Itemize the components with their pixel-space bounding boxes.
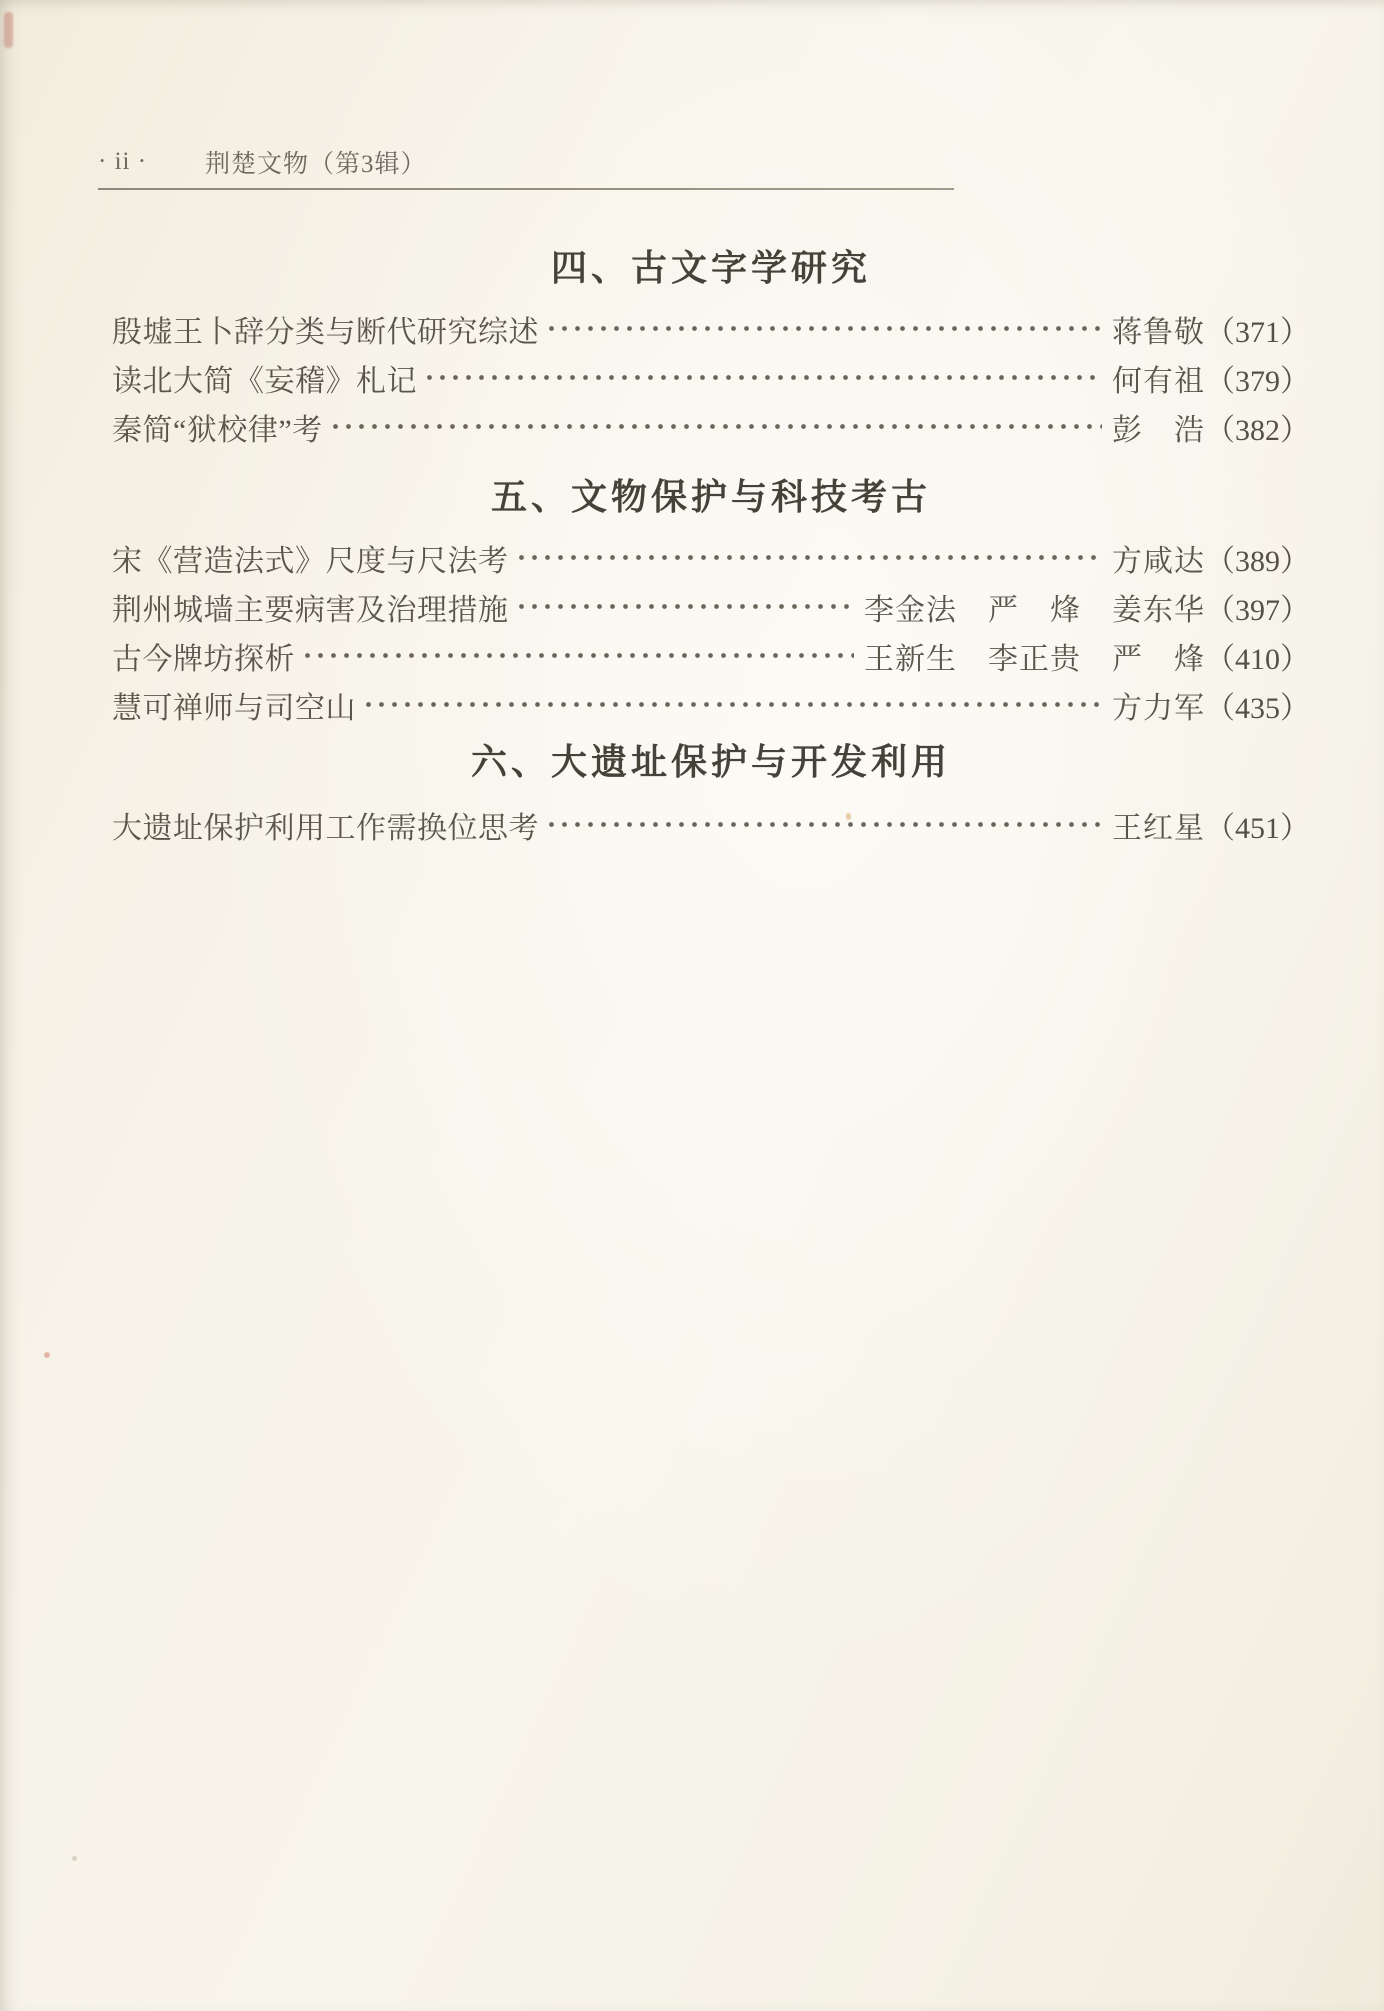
entry-title: 荆州城墙主要病害及治理措施 xyxy=(112,593,509,627)
entry-ref xyxy=(1112,536,1310,580)
entry-authors: 何有祖 xyxy=(1112,364,1205,398)
section-heading-6: 六、大遗址保护与开发利用 xyxy=(470,741,951,782)
toc-section-4 xyxy=(112,304,1310,451)
entry-page: （410） xyxy=(1205,642,1310,676)
entry-title: 慧可禅师与司空山 xyxy=(112,691,356,725)
entry-page: （371） xyxy=(1205,315,1310,349)
entry-ref xyxy=(864,634,1310,678)
page-content xyxy=(98,0,1310,849)
entry-authors: 王红星 xyxy=(1112,811,1205,845)
entry-authors: 蒋鲁敬 xyxy=(1112,315,1205,349)
entry-title: 古今牌坊探析 xyxy=(112,642,295,676)
dot-leader xyxy=(329,402,1102,451)
entry-page: （397） xyxy=(1205,593,1310,627)
entry-page: （435） xyxy=(1205,691,1310,725)
entry-page: （379） xyxy=(1205,364,1310,398)
dot-leader xyxy=(301,631,854,680)
entry-page: （389） xyxy=(1205,544,1310,578)
dot-leader xyxy=(545,800,1102,849)
toc-entry xyxy=(112,402,1310,451)
toc-section-5 xyxy=(112,533,1310,729)
running-title: 荆楚文物（第3辑） xyxy=(205,151,427,178)
dot-leader xyxy=(362,680,1102,729)
toc-entry xyxy=(112,533,1310,582)
scan-speck xyxy=(72,1856,77,1861)
toc-entry xyxy=(112,680,1310,729)
entry-title: 秦简“狱校律”考 xyxy=(112,413,323,447)
scan-speck xyxy=(4,12,13,48)
toc-entry xyxy=(112,800,1310,849)
entry-ref xyxy=(1112,307,1310,351)
entry-title: 读北大简《妄稽》札记 xyxy=(112,364,417,398)
entry-title: 殷墟王卜辞分类与断代研究综述 xyxy=(112,315,539,349)
entry-authors: 彭 浩 xyxy=(1112,413,1205,447)
page-number: · ii · xyxy=(98,148,148,175)
entry-ref xyxy=(1112,405,1310,449)
entry-authors: 李金法 严 烽 姜东华 xyxy=(864,593,1205,627)
dot-leader xyxy=(545,304,1102,353)
toc-section-6 xyxy=(112,800,1310,849)
entry-ref xyxy=(864,585,1310,629)
toc-entry xyxy=(112,353,1310,402)
dot-leader xyxy=(515,533,1103,582)
entry-ref xyxy=(1112,356,1310,400)
section-heading-4: 四、古文字学研究 xyxy=(550,247,871,288)
entry-ref xyxy=(1112,803,1310,847)
dot-leader xyxy=(423,353,1102,402)
entry-ref xyxy=(1112,683,1310,727)
toc-entry xyxy=(112,582,1310,631)
entry-title: 大遗址保护利用工作需换位思考 xyxy=(112,811,539,845)
running-head xyxy=(98,146,1310,178)
toc-entry xyxy=(112,304,1310,353)
entry-authors: 方咸达 xyxy=(1112,544,1205,578)
entry-authors: 王新生 李正贵 严 烽 xyxy=(864,642,1205,676)
header-rule xyxy=(98,188,954,190)
entry-authors: 方力军 xyxy=(1112,691,1205,725)
scan-speck xyxy=(44,1352,50,1358)
section-heading-5: 五、文物保护与科技考古 xyxy=(490,476,931,517)
entry-page: （451） xyxy=(1205,811,1310,845)
toc-entry xyxy=(112,631,1310,680)
entry-title: 宋《营造法式》尺度与尺法考 xyxy=(112,544,509,578)
entry-page: （382） xyxy=(1205,413,1310,447)
dot-leader xyxy=(515,582,855,631)
